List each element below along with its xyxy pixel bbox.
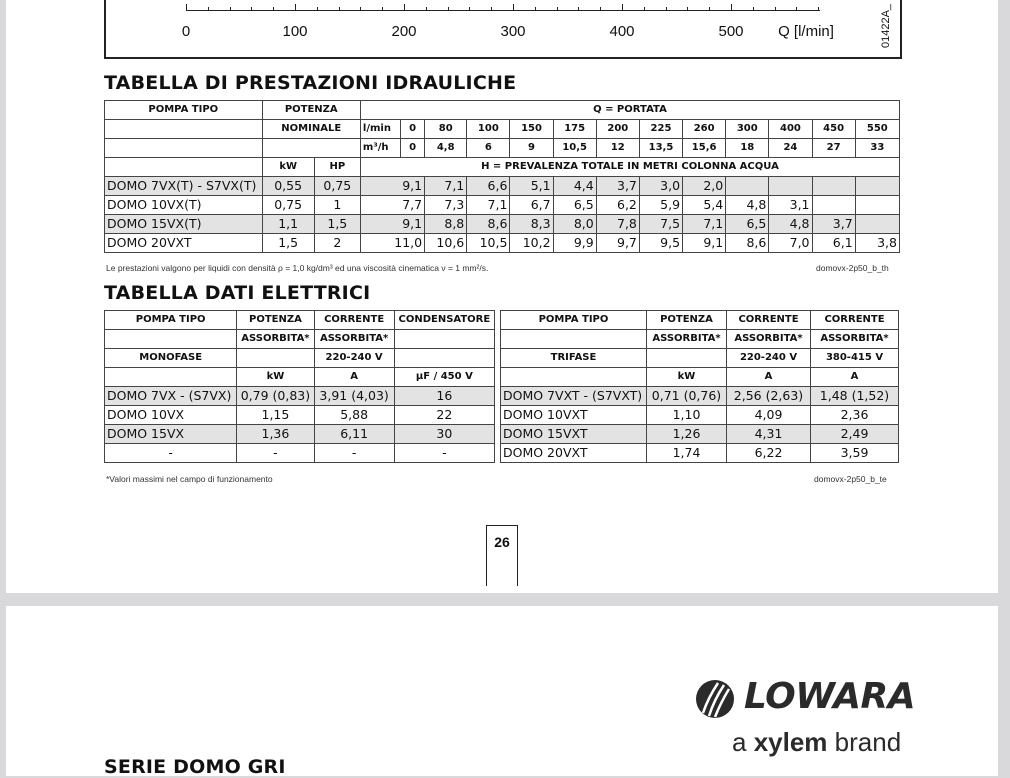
flow-m3h-cell: 27 xyxy=(812,139,855,158)
power-kw-cell: 0,55 xyxy=(262,177,314,196)
head-value-cell: 3,1 xyxy=(769,196,812,215)
power-kw-cell: 1,26 xyxy=(647,425,727,444)
header-voltage: 380-415 V xyxy=(811,349,899,368)
flow-m3h-cell: 6 xyxy=(467,139,510,158)
header-head: H = PREVALENZA TOTALE IN METRI COLONNA ACQUA xyxy=(360,158,899,177)
lowara-logo-icon xyxy=(694,678,738,720)
power-kw-cell: 1,36 xyxy=(237,425,314,444)
electrical-table-title: TABELLA DATI ELETTRICI xyxy=(104,282,371,304)
x-axis-unit: Q [l/min] xyxy=(778,23,834,40)
head-value-cell: 3,7 xyxy=(812,215,855,234)
head-value-cell: 9,9 xyxy=(553,234,596,253)
header-power: POTENZA xyxy=(647,311,727,330)
electrical-single-phase-table xyxy=(104,310,495,463)
tagline-xylem: xylem xyxy=(753,727,828,757)
header-lmin-unit: l/min xyxy=(360,120,400,139)
x-axis-tick xyxy=(208,7,209,11)
drawing-code: 01422A_ xyxy=(880,3,892,48)
head-value-cell xyxy=(812,177,855,196)
x-axis-tick xyxy=(382,7,383,11)
x-axis-tick xyxy=(753,7,754,11)
header-power: POTENZA xyxy=(262,101,360,120)
flow-lmin-cell: 150 xyxy=(510,120,553,139)
pump-model-cell: DOMO 10VX(T) xyxy=(105,196,263,215)
header-ampere: A xyxy=(811,368,899,387)
x-axis-tick xyxy=(317,7,318,11)
head-value-cell: 8,8 xyxy=(425,215,467,234)
series-title: SERIE DOMO GRI xyxy=(104,756,286,778)
table-row xyxy=(501,387,899,406)
table-row xyxy=(501,425,899,444)
header-current: CORRENTE xyxy=(811,311,899,330)
power-kw-cell: 1,5 xyxy=(262,234,314,253)
chart-frame xyxy=(104,0,902,59)
hydraulic-table-code: domovx-2p50_b_th xyxy=(816,263,889,273)
head-value-cell: 9,5 xyxy=(639,234,682,253)
pump-model-cell: - xyxy=(105,444,237,463)
flow-lmin-cell: 0 xyxy=(401,120,425,139)
x-tick-label: 200 xyxy=(391,23,417,40)
flow-m3h-cell: 9 xyxy=(510,139,553,158)
current-a-cell: - xyxy=(314,444,394,463)
pump-model-cell: DOMO 10VXT xyxy=(501,406,647,425)
head-value-cell xyxy=(855,215,899,234)
head-value-cell: 7,0 xyxy=(769,234,812,253)
head-value-cell xyxy=(855,177,899,196)
flow-lmin-cell: 450 xyxy=(812,120,855,139)
current-a-cell: 6,11 xyxy=(314,425,394,444)
power-kw-cell: 1,15 xyxy=(237,406,314,425)
power-hp-cell: 1 xyxy=(314,196,360,215)
x-axis-line xyxy=(186,10,820,11)
header-pump-type: POMPA TIPO xyxy=(105,311,237,330)
header-voltage: 220-240 V xyxy=(727,349,811,368)
power-kw-cell: - xyxy=(237,444,314,463)
head-value-cell: 10,2 xyxy=(510,234,553,253)
header-absorbed: ASSORBITA* xyxy=(727,330,811,349)
flow-m3h-cell: 4,8 xyxy=(425,139,467,158)
head-value-cell: 7,1 xyxy=(683,215,726,234)
head-value-cell: 6,5 xyxy=(726,215,769,234)
x-axis-tick xyxy=(491,7,492,11)
head-value-cell: 10,6 xyxy=(425,234,467,253)
x-axis-tick xyxy=(251,7,252,11)
head-value-cell: 7,8 xyxy=(596,215,639,234)
header-single-phase: MONOFASE xyxy=(105,349,237,368)
table-row xyxy=(105,425,495,444)
three-phase-table-body xyxy=(501,387,899,463)
head-value-cell: 6,5 xyxy=(553,196,596,215)
flow-lmin-cell: 175 xyxy=(553,120,596,139)
power-kw-cell: 0,79 (0,83) xyxy=(237,387,314,406)
head-value-cell: 5,1 xyxy=(510,177,553,196)
power-hp-cell: 0,75 xyxy=(314,177,360,196)
x-axis-tick xyxy=(339,7,340,11)
header-absorbed: ASSORBITA* xyxy=(314,330,394,349)
x-axis-tick xyxy=(557,7,558,11)
current-a-cell: 1,48 (1,52) xyxy=(811,387,899,406)
x-axis-tick xyxy=(709,7,710,11)
x-axis-tick xyxy=(360,7,361,11)
x-axis-tick xyxy=(818,7,819,11)
document-page-next xyxy=(6,606,998,776)
header-absorbed: ASSORBITA* xyxy=(811,330,899,349)
head-value-cell: 7,7 xyxy=(360,196,424,215)
table-row xyxy=(105,387,495,406)
table-row xyxy=(501,406,899,425)
flow-m3h-cell: 10,5 xyxy=(553,139,596,158)
head-value-cell xyxy=(726,177,769,196)
current-a-cell: 4,09 xyxy=(727,406,811,425)
current-a-cell: 4,31 xyxy=(727,425,811,444)
head-value-cell: 3,7 xyxy=(596,177,639,196)
head-value-cell: 6,2 xyxy=(596,196,639,215)
table-row xyxy=(105,177,900,196)
x-axis-tick xyxy=(666,7,667,11)
x-axis-tick xyxy=(230,7,231,11)
header-pump-type: POMPA TIPO xyxy=(105,101,263,120)
header-three-phase: TRIFASE xyxy=(501,349,647,368)
header-hp: HP xyxy=(314,158,360,177)
head-value-cell: 7,1 xyxy=(467,196,510,215)
pump-model-cell: DOMO 20VXT xyxy=(501,444,647,463)
hydraulic-footnote: Le prestazioni valgono per liquidi con densità ρ = 1,0 kg/dm³ ed una viscosità cinematica ν = 1 mm²/s. xyxy=(106,263,489,273)
capacitor-cell: 22 xyxy=(394,406,494,425)
x-axis-tick xyxy=(644,7,645,11)
head-value-cell: 6,6 xyxy=(467,177,510,196)
flow-lmin-cell: 200 xyxy=(596,120,639,139)
x-tick-label: 300 xyxy=(500,23,526,40)
x-axis-tick xyxy=(426,7,427,11)
current-a-cell: 5,88 xyxy=(314,406,394,425)
head-value-cell: 11,0 xyxy=(360,234,424,253)
head-value-cell: 4,4 xyxy=(553,177,596,196)
head-value-cell: 6,1 xyxy=(812,234,855,253)
header-flow: Q = PORTATA xyxy=(360,101,899,120)
pump-model-cell: DOMO 7VX(T) - S7VX(T) xyxy=(105,177,263,196)
capacitor-cell: 16 xyxy=(394,387,494,406)
x-tick-label: 400 xyxy=(609,23,635,40)
pump-model-cell: DOMO 20VXT xyxy=(105,234,263,253)
flow-lmin-cell: 100 xyxy=(467,120,510,139)
table-row xyxy=(105,196,900,215)
header-power: POTENZA xyxy=(237,311,314,330)
head-value-cell: 8,6 xyxy=(467,215,510,234)
x-axis-tick xyxy=(796,7,797,11)
flow-lmin-cell: 300 xyxy=(726,120,769,139)
power-hp-cell: 2 xyxy=(314,234,360,253)
head-value-cell: 4,8 xyxy=(769,215,812,234)
pump-model-cell: DOMO 15VX(T) xyxy=(105,215,263,234)
x-axis-tick xyxy=(273,7,274,11)
power-kw-cell: 1,74 xyxy=(647,444,727,463)
brand-logo-text: LOWARA xyxy=(744,676,916,717)
flow-m3h-cell: 12 xyxy=(596,139,639,158)
head-value-cell: 9,1 xyxy=(683,234,726,253)
x-axis-tick xyxy=(469,7,470,11)
x-axis-tick xyxy=(448,7,449,11)
table-row xyxy=(105,234,900,253)
x-axis-tick xyxy=(622,4,623,11)
electrical-footnote: *Valori massimi nel campo di funzionamento xyxy=(106,474,273,484)
head-value-cell: 5,4 xyxy=(683,196,726,215)
header-kw: kW xyxy=(262,158,314,177)
power-kw-cell: 1,1 xyxy=(262,215,314,234)
capacitor-cell: 30 xyxy=(394,425,494,444)
pump-model-cell: DOMO 15VX xyxy=(105,425,237,444)
head-value-cell: 8,6 xyxy=(726,234,769,253)
power-kw-cell: 1,10 xyxy=(647,406,727,425)
header-nominal: NOMINALE xyxy=(262,120,360,139)
head-value-cell: 10,5 xyxy=(467,234,510,253)
header-capacitor: CONDENSATORE xyxy=(394,311,494,330)
header-absorbed: ASSORBITA* xyxy=(647,330,727,349)
flow-lmin-cell: 80 xyxy=(425,120,467,139)
brand-tagline xyxy=(732,727,901,758)
power-kw-cell: 0,75 xyxy=(262,196,314,215)
x-axis-tick xyxy=(687,7,688,11)
head-value-cell: 7,5 xyxy=(639,215,682,234)
flow-m3h-cell: 33 xyxy=(855,139,899,158)
head-value-cell: 3,0 xyxy=(639,177,682,196)
head-value-cell: 3,8 xyxy=(855,234,899,253)
head-value-cell xyxy=(812,196,855,215)
head-value-cell: 6,7 xyxy=(510,196,553,215)
flow-lmin-cell: 260 xyxy=(683,120,726,139)
x-axis-tick xyxy=(404,4,405,11)
header-m3h-unit: m³/h xyxy=(360,139,400,158)
x-tick-label: 0 xyxy=(181,23,191,40)
head-value-cell: 7,3 xyxy=(425,196,467,215)
header-absorbed: ASSORBITA* xyxy=(237,330,314,349)
header-kw: kW xyxy=(647,368,727,387)
current-a-cell: 2,56 (2,63) xyxy=(727,387,811,406)
current-a-cell: 3,91 (4,03) xyxy=(314,387,394,406)
header-ampere: A xyxy=(314,368,394,387)
x-axis-tick xyxy=(731,4,732,11)
header-kw: kW xyxy=(237,368,314,387)
x-axis-tick xyxy=(578,7,579,11)
head-value-cell: 2,0 xyxy=(683,177,726,196)
flow-m3h-cell: 13,5 xyxy=(639,139,682,158)
x-axis-tick xyxy=(775,7,776,11)
head-value-cell: 8,3 xyxy=(510,215,553,234)
pump-model-cell: DOMO 10VX xyxy=(105,406,237,425)
power-kw-cell: 0,71 (0,76) xyxy=(647,387,727,406)
capacitor-cell: - xyxy=(394,444,494,463)
x-axis-tick xyxy=(295,4,296,11)
electrical-table-code: domovx-2p50_b_te xyxy=(814,474,887,484)
hydraulic-table-title: TABELLA DI PRESTAZIONI IDRAULICHE xyxy=(104,72,517,94)
x-axis-tick xyxy=(600,7,601,11)
head-value-cell xyxy=(855,196,899,215)
header-current: CORRENTE xyxy=(727,311,811,330)
tagline-brand: brand xyxy=(834,727,902,757)
single-phase-table-body xyxy=(105,387,495,463)
x-tick-label: 500 xyxy=(718,23,744,40)
table-row xyxy=(105,215,900,234)
current-a-cell: 3,59 xyxy=(811,444,899,463)
head-value-cell: 5,9 xyxy=(639,196,682,215)
table-row xyxy=(501,444,899,463)
flow-m3h-cell: 0 xyxy=(401,139,425,158)
header-pump-type: POMPA TIPO xyxy=(501,311,647,330)
electrical-three-phase-table xyxy=(500,310,899,463)
pump-model-cell: DOMO 7VXT - (S7VXT) xyxy=(501,387,647,406)
table-row xyxy=(105,406,495,425)
current-a-cell: 6,22 xyxy=(727,444,811,463)
x-tick-label: 100 xyxy=(282,23,308,40)
pump-model-cell: DOMO 15VXT xyxy=(501,425,647,444)
head-value-cell: 8,0 xyxy=(553,215,596,234)
current-a-cell: 2,49 xyxy=(811,425,899,444)
header-ampere: A xyxy=(727,368,811,387)
head-value-cell: 9,7 xyxy=(596,234,639,253)
head-value-cell: 7,1 xyxy=(425,177,467,196)
page-number: 26 xyxy=(486,525,518,586)
hydraulic-performance-table xyxy=(104,100,900,253)
x-axis-tick xyxy=(513,4,514,11)
header-current: CORRENTE xyxy=(314,311,394,330)
pump-model-cell: DOMO 7VX - (S7VX) xyxy=(105,387,237,406)
head-value-cell xyxy=(769,177,812,196)
head-value-cell: 9,1 xyxy=(360,215,424,234)
current-a-cell: 2,36 xyxy=(811,406,899,425)
flow-lmin-cell: 550 xyxy=(855,120,899,139)
flow-m3h-cell: 18 xyxy=(726,139,769,158)
document-page xyxy=(6,0,998,593)
power-hp-cell: 1,5 xyxy=(314,215,360,234)
header-microfarad: µF / 450 V xyxy=(394,368,494,387)
flow-lmin-cell: 225 xyxy=(639,120,682,139)
flow-m3h-cell: 15,6 xyxy=(683,139,726,158)
head-value-cell: 4,8 xyxy=(726,196,769,215)
hydraulic-table-body xyxy=(105,177,900,253)
flow-m3h-cell: 24 xyxy=(769,139,812,158)
tagline-a: a xyxy=(732,727,747,757)
x-axis-tick xyxy=(186,4,187,11)
table-row xyxy=(105,444,495,463)
head-value-cell: 9,1 xyxy=(360,177,424,196)
x-axis-tick xyxy=(535,7,536,11)
flow-lmin-cell: 400 xyxy=(769,120,812,139)
header-voltage: 220-240 V xyxy=(314,349,394,368)
